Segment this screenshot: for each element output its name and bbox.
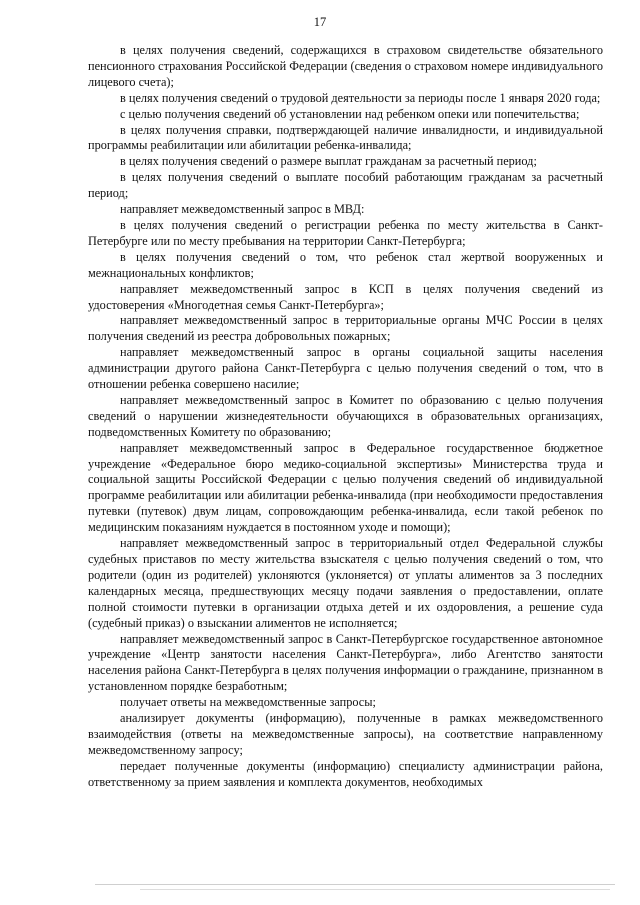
paragraph: в целях получения сведений о трудовой деятельности за периоды после 1 января 2020 года; [120,90,601,105]
page-number: 17 [313,15,327,29]
paragraph: направляет межведомственный запрос в Комитет по образованию с целью получения сведений о нарушении жизнедеятельности обучающихся в образовательных организациях, подведомственных Комитету по образованию; [88,392,603,439]
paragraph: направляет межведомственный запрос в МВД: [120,202,365,217]
paragraph: направляет межведомственный запрос в органы социальной защиты населения администрации другого района Санкт-Петербурга с целью получения сведений о том, что в отношении ребенка совершено насилие; [88,345,603,392]
document-body [88,43,603,791]
paragraph: с целью получения сведений об установлении над ребенком опеки или попечительства; [120,106,580,121]
paragraph: в целях получения сведений о том, что ребенок стал жертвой вооруженных и межнациональных конфликтов; [88,249,603,280]
paragraph: анализирует документы (информацию), полученные в рамках межведомственного взаимодействия (ответы на межведомственные запросы), на соответствие направленному межведомственному запросу; [88,711,603,757]
paragraph: направляет межведомственный запрос в Санкт-Петербургское государственное автономное учреждение «Центр занятости населения Санкт-Петербурга», либо Агентство занятости населения района Санкт-Петербурга в целях получения информации о гражданине, признанном в установленном порядке безработным; [88,631,603,694]
paragraph: в целях получения справки, подтверждающей наличие инвалидности, и индивидуальной программы реабилитации или абилитации ребенка-инвалида; [88,122,603,153]
paragraph: получает ответы на межведомственные запросы; [120,695,376,710]
scan-artifact-line [140,889,610,890]
paragraph: в целях получения сведений, содержащихся в страховом свидетельстве обязательного пенсионного страхования Российской Федерации (сведения о страховом номере индивидуального лицевого счета); [88,43,603,89]
scan-artifact-line [95,884,615,885]
paragraph: направляет межведомственный запрос в территориальный отдел Федеральной службы судебных приставов по месту жительства взыскателя с целью получения сведений о том, что родители (один из родителей) уклоняются (уклоняется) от уплаты алиментов за 3 последних календарных месяца, предшествующих месяцу подачи заявления о предоставлении, оплате полной стоимости путевки в организации отдыха детей и их оздоровления, а решение суда (судебный приказ) о взыскании алиментов не исполняется; [88,536,603,630]
paragraph: в целях получения сведений о регистрации ребенка по месту жительства в Санкт-Петербурге или по месту пребывания на территории Санкт-Петербурга; [88,217,603,248]
paragraph: в целях получения сведений о размере выплат гражданам за расчетный период; [120,154,537,169]
paragraph: в целях получения сведений о выплате пособий работающим гражданам за расчетный период; [88,170,603,201]
paragraph: направляет межведомственный запрос в Федеральное государственное бюджетное учреждение «Федеральное бюро медико-социальной экспертизы» Министерства труда и социальной защиты Российской Федерации с целью получения сведений об индивидуальной программе реабилитации или абилитации ребенка-инвалида (при необходимости предоставления путевки (путевок) двум лицам, сопровождающим ребенка-инвалида, если такой ребенок по медицинским показаниям нуждается в постоянном уходе и помощи); [88,440,603,535]
paragraph: направляет межведомственный запрос в КСП в целях получения сведений из удостоверения «Многодетная семья Санкт-Петербурга»; [88,281,603,312]
paragraph: направляет межведомственный запрос в территориальные органы МЧС России в целях получения сведений из реестра добровольных пожарных; [88,313,603,344]
paragraph: передает полученные документы (информацию) специалисту администрации района, ответственному за прием заявления и комплекта документов, необходимых [88,758,603,789]
